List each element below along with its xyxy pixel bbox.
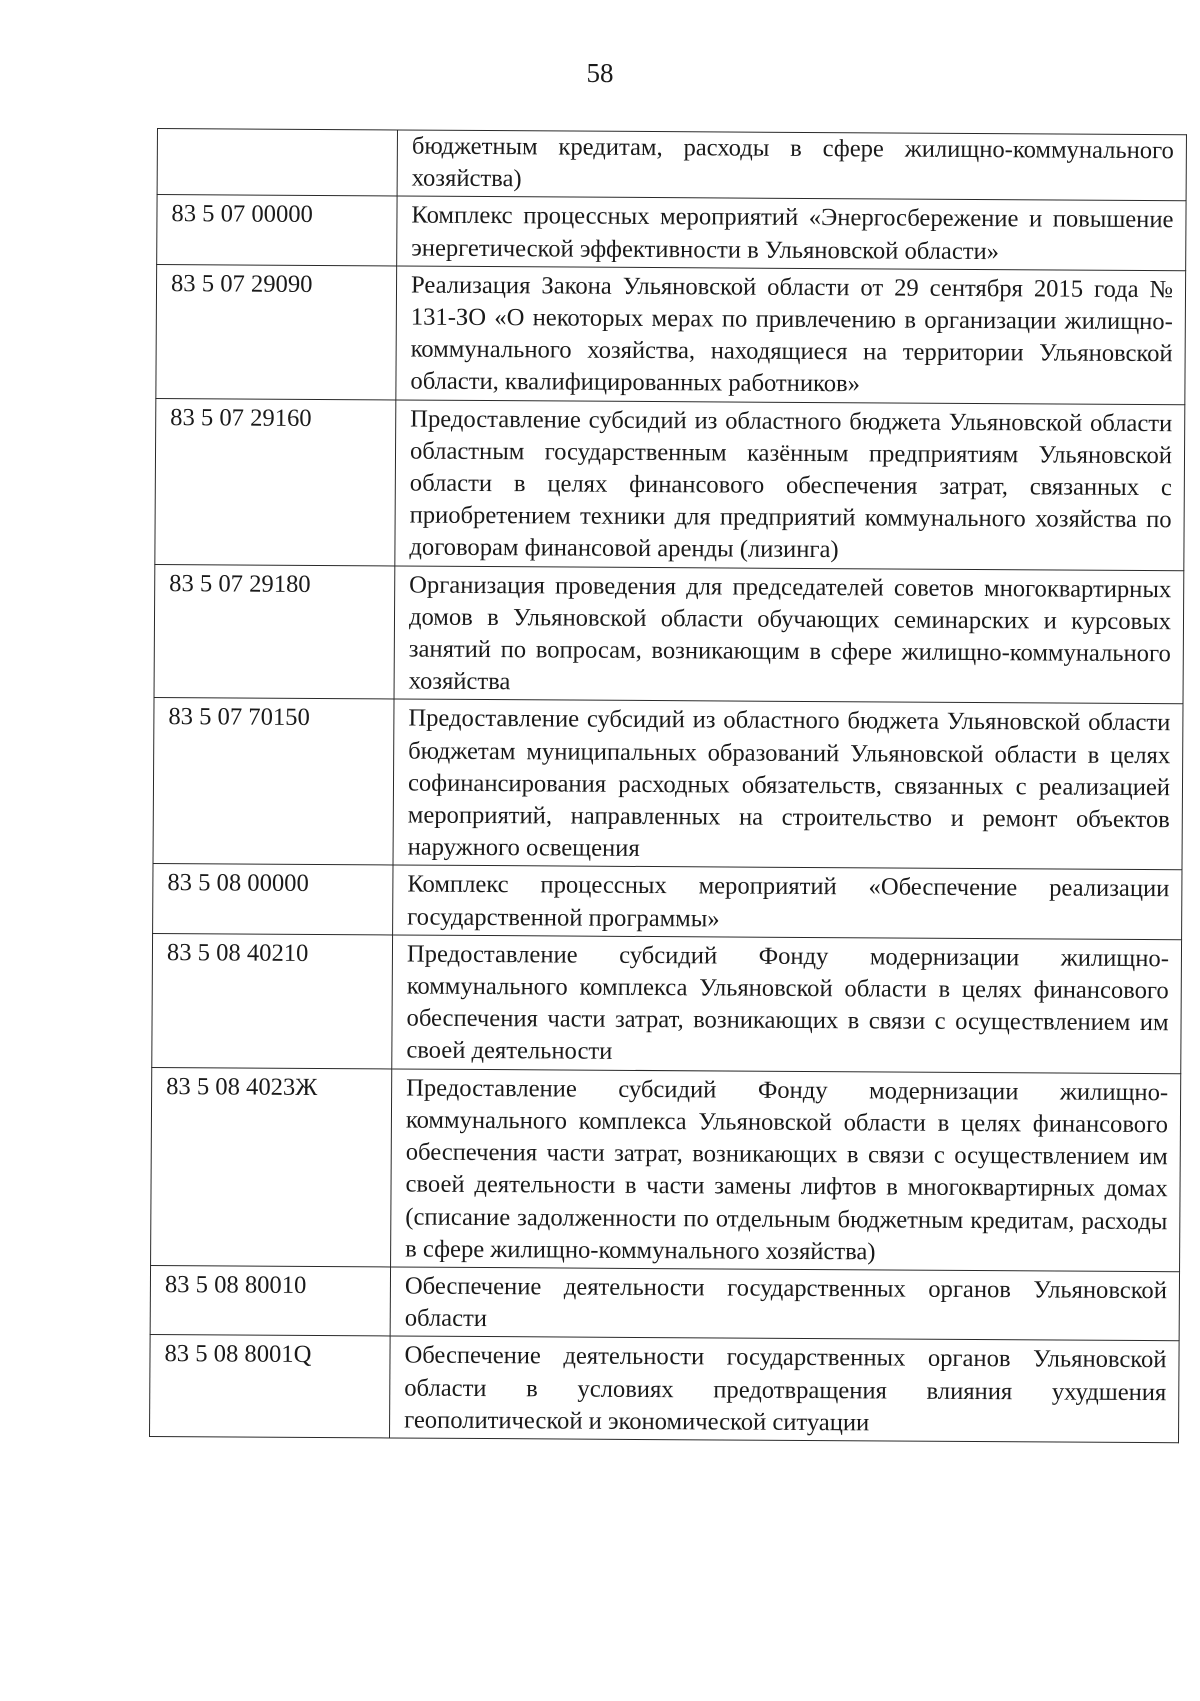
description-cell: Обеспечение деятельности государственных органов Ульяновской области в условиях предотвращения влияния ухудшения геополитической и экономической ситуации [390,1336,1180,1442]
budget-classification-table [149,128,1187,1443]
code-cell: 83 5 07 29180 [154,564,395,699]
description-cell: бюджетным кредитам, расходы в сфере жилищно-коммунального хозяйства) [397,130,1186,201]
description-cell: Предоставление субсидий Фонду модернизации жилищно-коммунального комплекса Ульяновской области в целях финансового обеспечения части затрат, возникающих в связи с осуществлением им своей деятельности в части замены лифтов в многоквартирных домах (списание задолженности по отдельным бюджетным кредитам, расходы в сфере жилищно-коммунального хозяйства) [391,1069,1181,1272]
code-cell: 83 5 08 80010 [150,1265,390,1336]
code-cell: 83 5 07 29160 [155,398,396,565]
description-cell: Организация проведения для председателей советов многоквартирных домов в Ульяновской области обучающих семинарских и курсовых занятий по вопросам, возникающим в сфере жилищно-коммунального хозяйства [394,566,1184,705]
code-cell [157,129,397,197]
table-row [150,1265,1179,1341]
table-row [155,398,1185,570]
page-number: 58 [586,58,614,88]
code-cell: 83 5 07 00000 [157,195,397,266]
table-row [157,129,1186,202]
code-cell: 83 5 07 29090 [156,264,397,399]
table-row [153,698,1183,870]
description-cell: Обеспечение деятельности государственных органов Ульяновской области [390,1267,1179,1341]
description-cell: Предоставление субсидий из областного бюджета Ульяновской области бюджетам муниципальных образований Ульяновской области в целях софинансирования расходных обязательств, связанных с реализацией мероприятий, направленных на строительство и ремонт объектов наружного освещения [393,699,1183,870]
description-cell: Предоставление субсидий из областного бюджета Ульяновской области областным государственным казённым предприятиям Ульяновской области в целях финансового обеспечения затрат, связанных с приобретением техники для предприятий коммунального хозяйства по договорам финансовой аренды (лизинга) [395,400,1185,571]
table-row [151,1067,1181,1272]
description-cell: Реализация Закона Ульяновской области от 29 сентября 2015 года № 131-ЗО «О некоторых мерах по привлечению в организации жилищно-коммунального хозяйства, находящиеся на территории Ульяновской области, квалифицированных работников» [396,266,1186,405]
code-cell: 83 5 08 40210 [152,933,393,1068]
code-cell: 83 5 08 00000 [153,864,393,935]
table-row [157,195,1186,271]
table-row [150,1335,1180,1443]
table-row [154,564,1184,704]
description-cell: Комплекс процессных мероприятий «Энергосбережение и повышение энергетической эффективности в Ульяновской области» [397,196,1186,270]
code-cell: 83 5 08 4023Ж [151,1067,392,1267]
code-cell: 83 5 07 70150 [153,698,394,865]
description-cell: Предоставление субсидий Фонду модернизации жилищно-коммунального комплекса Ульяновской области в целях финансового обеспечения части затрат, возникающих в связи с осуществлением им своей деятельности [392,935,1182,1074]
description-cell: Комплекс процессных мероприятий «Обеспечение реализации государственной программы» [393,865,1182,939]
table-row [152,933,1182,1073]
table-row [156,264,1186,404]
table-row [153,864,1182,940]
code-cell: 83 5 08 8001Q [150,1335,391,1438]
